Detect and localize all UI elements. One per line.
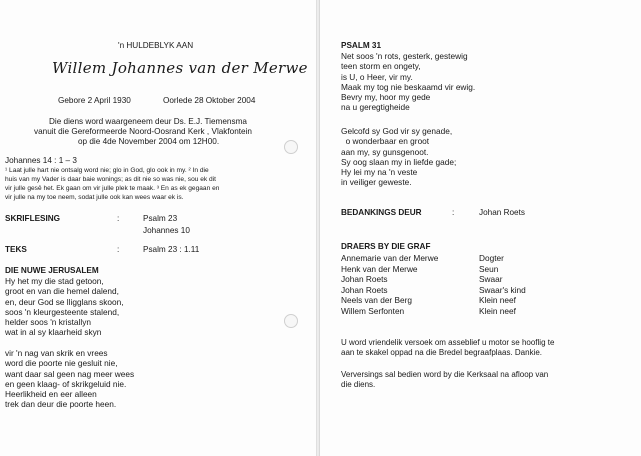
poem-stanza-1 (5, 276, 124, 338)
draers-title: DRAERS BY DIE GRAF (341, 242, 431, 251)
psalm-line: na u geregtigheide (341, 102, 410, 113)
teks-label: TEKS (5, 245, 27, 254)
poem-line: helder soos 'n kristallyn (5, 317, 91, 328)
pallbearer-relation: Dogter (479, 253, 504, 263)
psalm-line: Hy lei my na 'n veste (341, 167, 418, 178)
psalm-line: Net soos 'n rots, gesterk, gestewig (341, 51, 468, 61)
notice-line: U word vriendelik versoek om asseblief u motor se hooflig te (341, 338, 555, 347)
service-line-1: Die diens word waargeneem deur Ds. E.J. Tiemensma (49, 117, 247, 126)
skriflesing-separator: : (117, 214, 120, 223)
poem-line: en geen klaag- of skrikgeluid nie. (5, 378, 127, 389)
left-page (0, 0, 316, 456)
pallbearer-relation: Klein neef (479, 305, 516, 316)
notice-line: Verversings sal bedien word by die Kerksaal na afloop van (341, 370, 549, 379)
poem-line: wat in al sy klaarheid skyn (5, 327, 102, 338)
pallbearer-relation: Seun (479, 263, 499, 274)
scripture-text-line: vir julle na my toe neem, sodat julle ook kan wees waar ek is. (5, 194, 184, 201)
pallbearer-name: Johan Roets (341, 274, 388, 284)
psalm-line: in veiliger geweste. (341, 177, 412, 188)
scripture-text-line: huis van my Vader is daar baie wonings; as dit nie so was nie, sou ek dit (5, 176, 216, 183)
poem-line: groot en van die hemel dalend, (5, 286, 119, 297)
service-line-2: vanuit die Gereformeerde Noord-Oosrand Kerk , Vlakfontein (34, 127, 252, 136)
poem-line: Heerlikheid en eer alleen (5, 389, 97, 400)
psalm-line: aan my, sy gunsgenoot. (341, 146, 429, 157)
poem-line: want daar sal geen nag meer wees (5, 368, 135, 379)
psalm-stanza-1 (341, 51, 475, 113)
service-line-3: op die 4de November 2004 om 12H00. (78, 137, 220, 146)
skriflesing-label: SKRIFLESING (5, 214, 61, 223)
bedankings-label: BEDANKINGS DEUR (341, 208, 422, 217)
poem-line: word die poorte nie gesluit nie, (5, 358, 118, 369)
psalm-line: Bevry my, hoor my gede (341, 92, 431, 103)
psalm-line: teen storm en ongety, (341, 61, 421, 72)
psalm-line: Sy oog slaan my in liefde gade; (341, 156, 457, 167)
deceased-name: Willem Johannes van der Merwe (52, 59, 308, 77)
psalm-line: is U, o Heer, vir my. (341, 71, 413, 82)
punch-hole (284, 314, 298, 328)
psalm-line: Gelcofd sy God vir sy genade, (341, 126, 453, 136)
teks-value: Psalm 23 : 1.11 (143, 245, 200, 254)
notice-line: die diens. (341, 380, 376, 389)
tribute-heading: 'n HULDEBLYK AAN (118, 41, 194, 50)
punch-hole (284, 140, 298, 154)
bedankings-separator: : (452, 208, 455, 217)
pallbearer-relation: Swaar (479, 274, 503, 284)
pallbearer-relation: Klein neef (479, 295, 516, 305)
poem-line: en, deur God se lligglans skoon, (5, 296, 124, 307)
poem-line: soos 'n kleurgesteente stalend, (5, 306, 120, 317)
skriflesing-value: Johannes 10 (143, 226, 190, 235)
pallbearer-name: Willem Serfonten (341, 305, 405, 316)
pallbearer-name: Henk van der Merwe (341, 263, 418, 274)
pallbearer-relation: Swaar's kind (479, 284, 526, 295)
notice-line: aan te skakel oppad na die Bredel begraafplaas. Dankie. (341, 348, 543, 357)
scripture-text-line: ¹ Laat julle hart nie ontsalg word nie; glo in God, glo ook in my. ² In die (5, 167, 209, 174)
pallbearer-name: Annemarie van der Merwe (341, 253, 439, 263)
poem-stanza-2 (5, 348, 134, 410)
psalm-stanza-2 (341, 126, 456, 188)
pallbearer-name: Johan Roets (341, 284, 388, 295)
poem-line: trek dan deur die poorte heen. (5, 399, 117, 410)
scripture-text-line: vir julle gesê het. Ek gaan om vir julle plek te maak. ³ En as ek gegaan en (5, 185, 220, 192)
poem-line: vir 'n nag van skrik en vrees (5, 348, 108, 358)
poem-title: DIE NUWE JERUSALEM (5, 266, 99, 275)
bedankings-value: Johan Roets (479, 208, 525, 217)
teks-separator: : (117, 245, 120, 254)
death-date: Oorlede 28 Oktober 2004 (163, 96, 256, 105)
psalm-line: Maak my tog nie beskaamd vir ewig. (341, 81, 476, 92)
right-page (320, 0, 641, 456)
psalm-title: PSALM 31 (341, 41, 382, 50)
pallbearer-name: Neels van der Berg (341, 295, 413, 305)
scripture-reference: Johannes 14 : 1 – 3 (5, 156, 77, 165)
birth-date: Gebore 2 April 1930 (58, 96, 131, 105)
skriflesing-value: Psalm 23 (143, 214, 178, 223)
psalm-line: o wonderbaar en groot (341, 136, 430, 147)
poem-line: Hy het my die stad getoon, (5, 276, 104, 286)
